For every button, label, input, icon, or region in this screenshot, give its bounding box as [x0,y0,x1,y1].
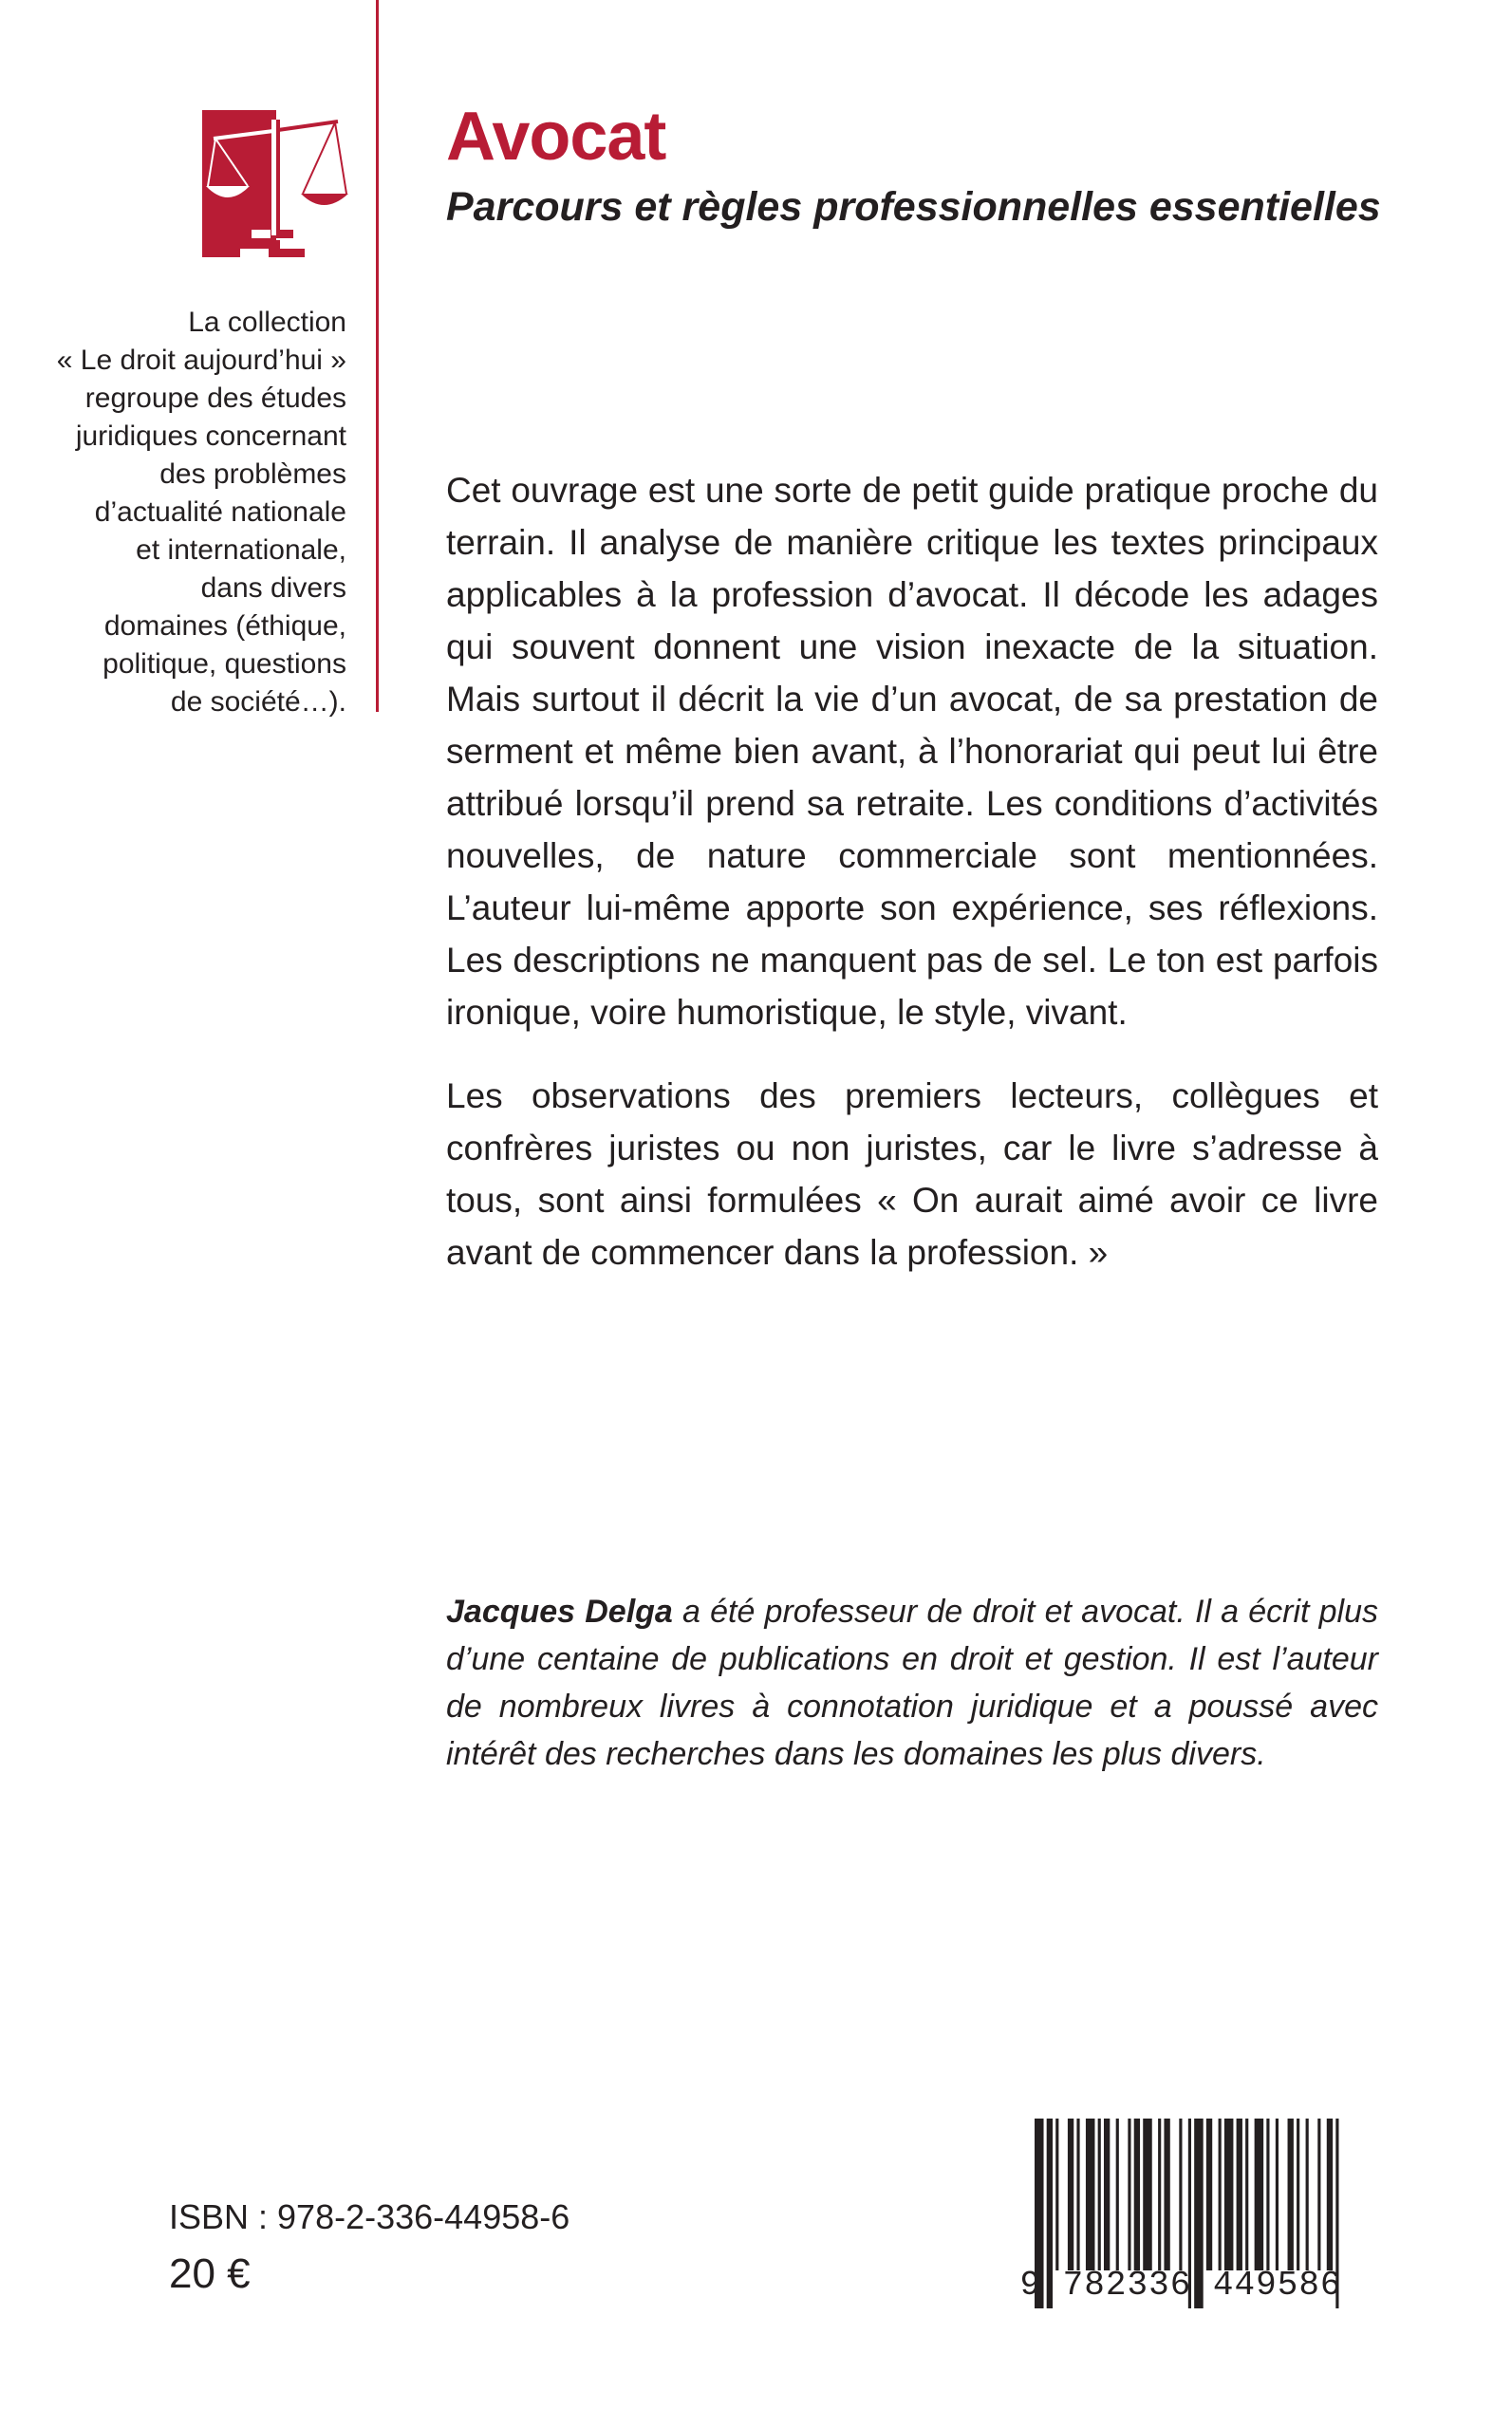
collection-line: La collection [188,307,346,338]
description-paragraph: Cet ouvrage est une sorte de petit guide pratique proche du terrain. Il analyse de manière critique les textes principaux applicables à la profession d’avocat. Il décode les adages qui souvent donnent une vision inexacte de la situation. Mais surtout il décrit la vie d’un avocat, de sa prestation de serment et même bien avant, à l’honorariat qui peut lui être attribué lorsqu’il prend sa retraite. Les conditions d’activités nouvelles, de nature commerciale sont mentionnées. L’auteur lui-même apporte son expérience, ses réflexions. Les descriptions ne manquent pas de sel. Le ton est parfois ironique, voire humoristique, le style, vivant. [446,471,1378,1032]
collection-line: et internationale, [136,534,346,566]
book-title: Avocat [446,99,666,175]
barcode-digits: 9 782336 449586 [1019,2266,1342,2305]
collection-line: politique, questions [103,648,346,680]
collection-line: regroupe des études [84,383,346,414]
author-name: Jacques Delga [446,1594,673,1630]
collection-blurb [38,304,346,721]
book-description [446,464,1378,1279]
author-bio [446,1588,1378,1778]
isbn-text: ISBN : 978-2-336-44958-6 [169,2197,570,2236]
collection-line: des problèmes [159,458,346,490]
collection-line: dans divers [200,572,346,604]
price-text: 20 € [169,2250,251,2297]
author-bio-text: a été professeur de droit et avocat. Il a écrit plus d’une centaine de publications en droit et gestion. Il est l’auteur de nombreux livres à connotation juridique et a poussé avec intérêt des recherches dans les domaines les plus divers. [446,1594,1378,1772]
description-paragraph: Les observations des premiers lecteurs, collègues et confrères juristes ou non juristes, car le livre s’adresse à tous, sont ainsi formulées « On aurait aimé avoir ce livre avant de commencer dans la profession. » [446,1076,1378,1272]
red-vertical-divider [376,0,379,712]
collection-line: domaines (éthique, [103,610,346,642]
scales-of-justice-icon [202,110,349,257]
collection-line: « Le droit aujourd’hui » [56,345,346,376]
collection-line: de société…). [170,686,346,718]
book-subtitle: Parcours et règles professionnelles essentielles [446,184,1381,230]
collection-line: d’actualité nationale [94,496,346,528]
collection-line: juridiques concernant [75,420,346,452]
